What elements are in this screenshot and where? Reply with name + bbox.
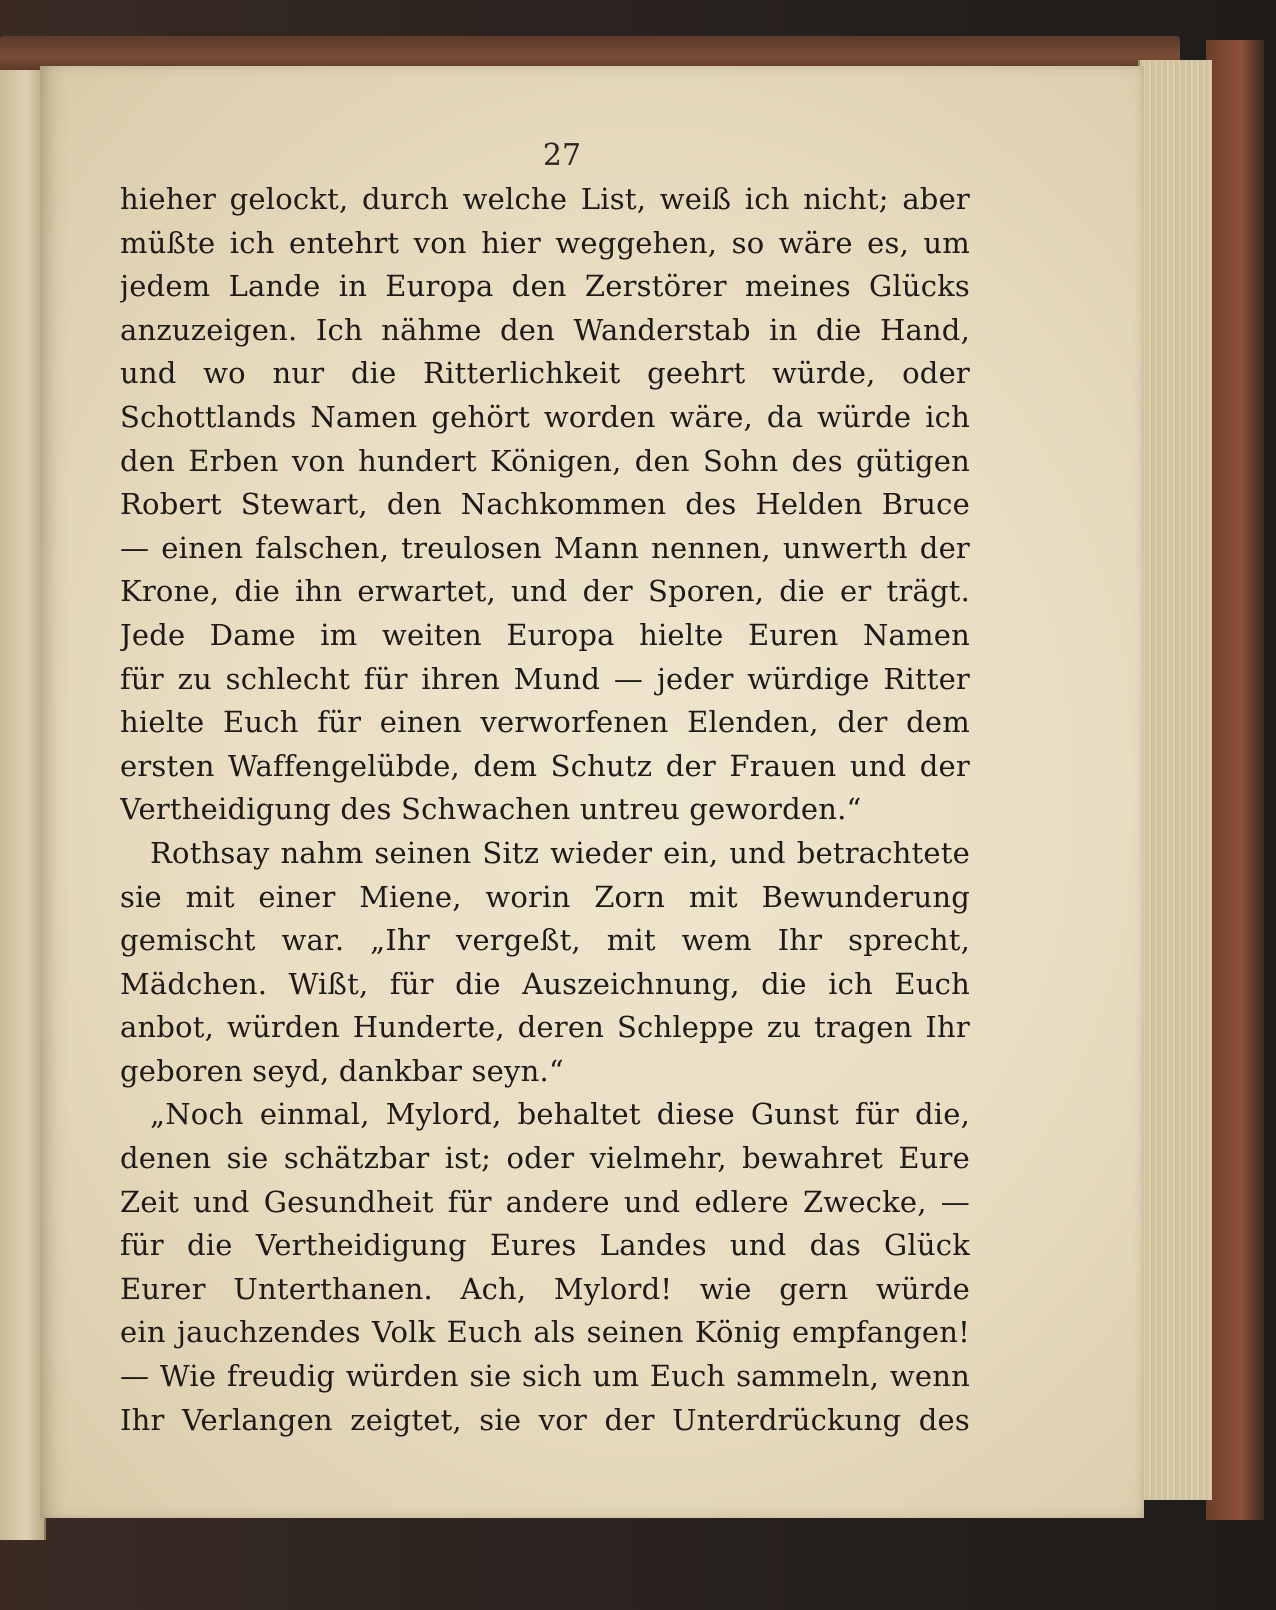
text-line: Schottlands Namen gehört worden wäre, da würde ich	[120, 399, 970, 434]
text-line: ein jauchzendes Volk Euch als seinen König empfangen!	[120, 1315, 970, 1350]
text-line: sie mit einer Miene, worin Zorn mit Bewunderung	[120, 879, 970, 914]
text-line: Robert Stewart, den Nachkommen des Helden Bruce	[120, 487, 970, 522]
text-line: anbot, würden Hunderte, deren Schleppe zu tragen Ihr	[120, 1010, 970, 1045]
text-line: Mädchen. Wißt, für die Auszeichnung, die ich Euch	[120, 966, 970, 1001]
text-line: Jede Dame im weiten Europa hielte Euren Namen	[120, 617, 970, 652]
page-stack-edge	[1138, 60, 1212, 1500]
text-line: für die Vertheidigung Eures Landes und das Glück	[120, 1228, 970, 1263]
text-line: geboren seyd, dankbar seyn.“	[120, 1053, 564, 1088]
text-line: den Erben von hundert Königen, den Sohn des gütigen	[120, 443, 970, 478]
text-line: Vertheidigung des Schwachen untreu geworden.“	[120, 792, 862, 827]
text-line: für zu schlecht für ihren Mund — jeder würdige Ritter	[120, 661, 970, 696]
text-line: Krone, die ihn erwartet, und der Sporen, die er trägt.	[120, 574, 970, 609]
text-line: anzuzeigen. Ich nähme den Wanderstab in die Hand,	[120, 312, 970, 347]
text-line: Ihr Verlangen zeigtet, sie vor der Unterdrückung des	[120, 1402, 970, 1437]
text-line: „Noch einmal, Mylord, behaltet diese Gunst für die,	[150, 1097, 970, 1132]
book-cover-right	[1206, 40, 1264, 1520]
text-line: Zeit und Gesundheit für andere und edlere Zwecke, —	[120, 1184, 970, 1219]
text-line: und wo nur die Ritterlichkeit geehrt würde, oder	[120, 356, 970, 391]
text-line: denen sie schätzbar ist; oder vielmehr, bewahret Eure	[120, 1141, 970, 1176]
text-line: Eurer Unterthanen. Ach, Mylord! wie gern würde	[120, 1271, 970, 1306]
text-line: hieher gelockt, durch welche List, weiß ich nicht; aber	[120, 182, 970, 216]
text-line: müßte ich entehrt von hier weggehen, so wäre es, um	[120, 225, 970, 260]
text-line: Rothsay nahm seinen Sitz wieder ein, und betrachtete	[150, 835, 970, 870]
page-text-block	[120, 178, 970, 1442]
text-line: jedem Lande in Europa den Zerstörer meines Glücks	[120, 269, 970, 304]
text-line: — einen falschen, treulosen Mann nennen, unwerth der	[120, 530, 970, 565]
text-line: hielte Euch für einen verworfenen Elenden, der dem	[120, 705, 970, 740]
text-line: ersten Waffengelübde, dem Schutz der Frauen und der	[120, 748, 970, 783]
page-number: 27	[542, 138, 582, 173]
text-line: — Wie freudig würden sie sich um Euch sammeln, wenn	[120, 1359, 970, 1394]
book-page	[40, 66, 1144, 1518]
text-line: gemischt war. „Ihr vergeßt, mit wem Ihr sprecht,	[120, 923, 970, 958]
